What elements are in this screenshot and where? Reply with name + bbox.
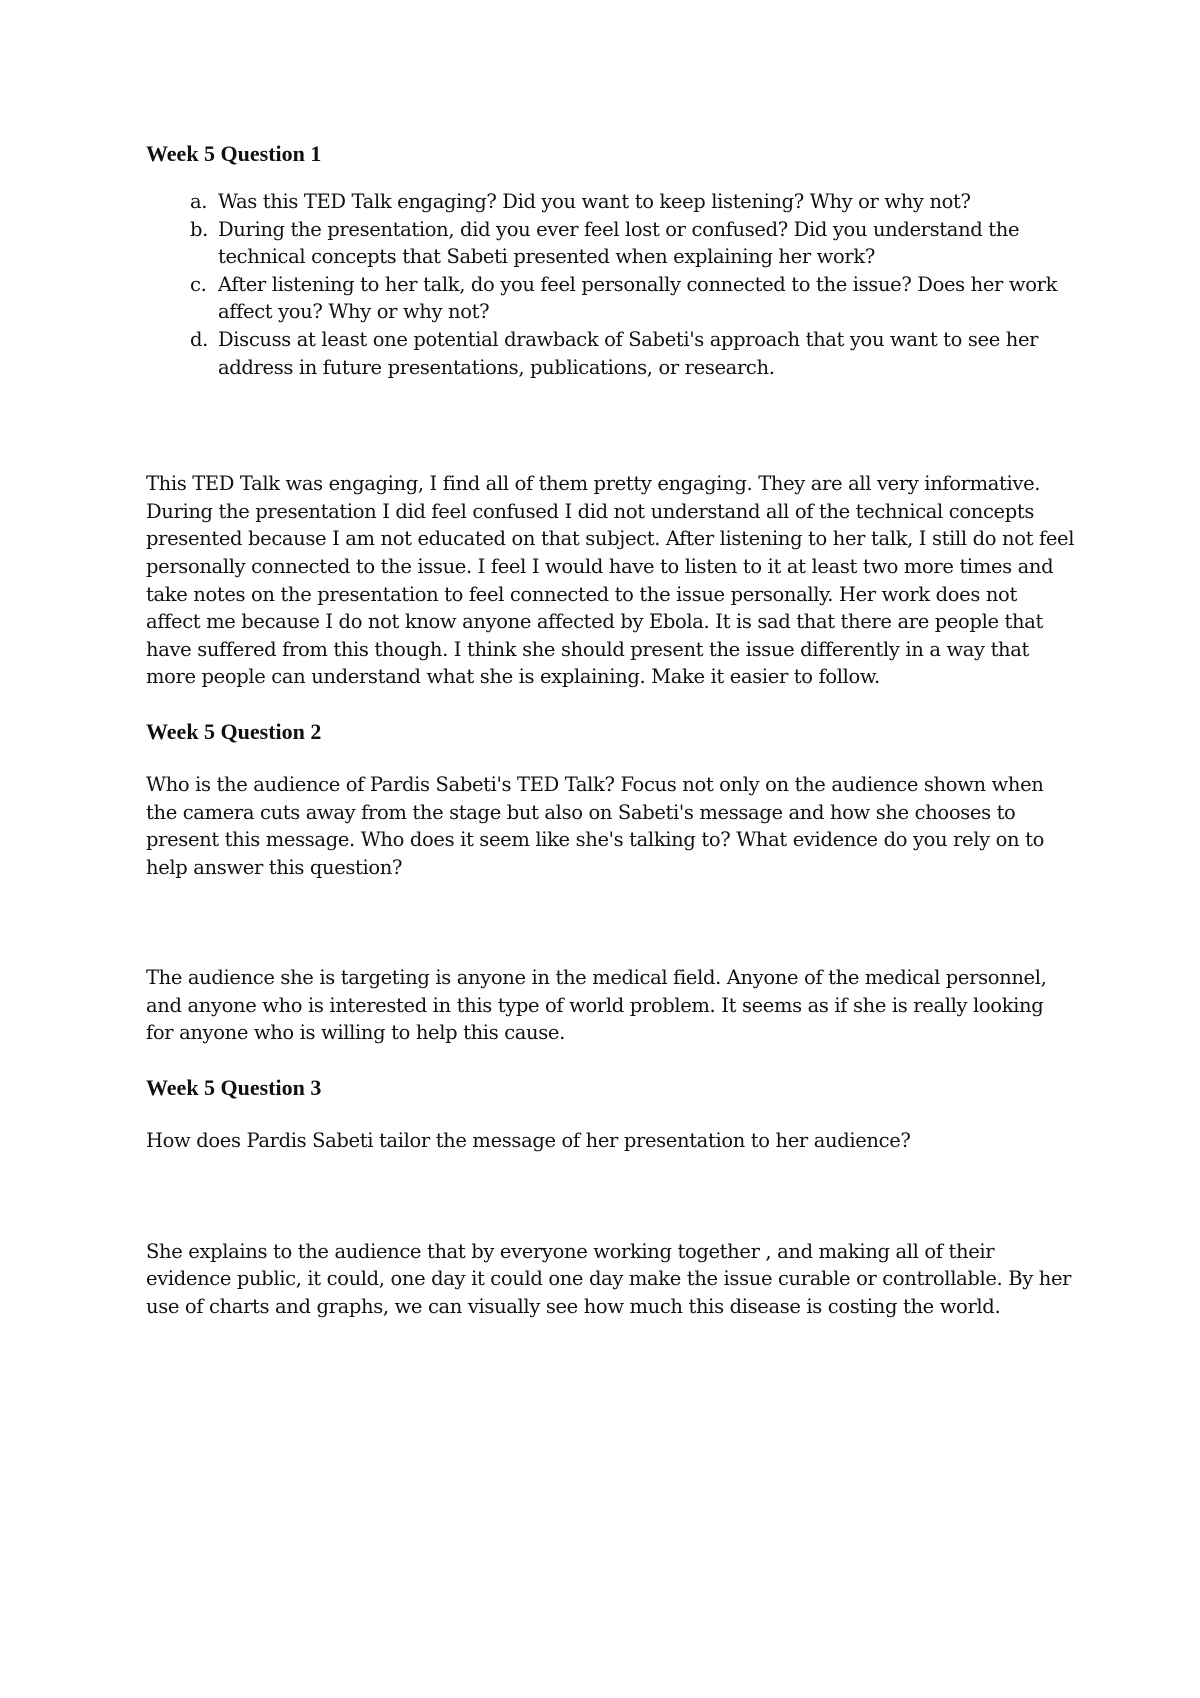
- question-3-heading: Week 5 Question 3: [146, 1075, 322, 1101]
- question-1-heading: Week 5 Question 1: [146, 141, 322, 166]
- list-marker: c.: [190, 272, 207, 296]
- spacer: [146, 1047, 1076, 1074]
- question-1-section: [146, 140, 1076, 691]
- question-3-prompt: How does Pardis Sabeti tailor the message of her presentation to her audience?: [146, 1129, 911, 1153]
- question-2-prompt: Who is the audience of Pardis Sabeti's TED Talk? Focus not only on the audience shown when the camera cuts away from the stage but also on Sabeti's message and how she chooses to present this message. Who does it seem like she's talking to? What evidence do you rely on to help answer this question?: [146, 772, 1044, 879]
- spacer: [146, 746, 1076, 771]
- question-3-answer: She explains to the audience that by everyone working together , and making all of their evidence public, it could, one day it could one day make the issue curable or controllable. By her use of charts and graphs, we can visually see how much this disease is costing the world.: [146, 1239, 1072, 1318]
- question-3-section: [146, 1074, 1076, 1320]
- list-marker: d.: [190, 327, 208, 351]
- list-item-text: After listening to her talk, do you feel personally connected to the issue? Does her work affect you? Why or why not?: [218, 272, 1058, 324]
- question-2-section: [146, 718, 1076, 1047]
- spacer: [146, 1155, 1076, 1238]
- question-1-item-a: [146, 188, 1076, 216]
- question-2-answer: The audience she is targeting is anyone in the medical field. Anyone of the medical personnel, and anyone who is interested in this type of world problem. It seems as if she is really looking for anyone who is willing to help this cause.: [146, 966, 1047, 1045]
- spacer: [146, 881, 1076, 964]
- question-1-item-c: [146, 271, 1076, 326]
- spacer: [146, 381, 1076, 470]
- list-item-text: Was this TED Talk engaging? Did you want to keep listening? Why or why not?: [218, 190, 971, 213]
- list-item-text: Discuss at least one potential drawback of Sabeti's approach that you want to see her address in future presentations, publications, or research.: [218, 327, 1039, 379]
- question-1-answer: This TED Talk was engaging, I find all of them pretty engaging. They are all very informative. During the presentation I did feel confused I did not understand all of the technical concepts presented because I am not educated on that subject. After listening to her talk, I still do not feel personally connected to the issue. I feel I would have to listen to it at least two more times and take notes on the presentation to feel connected to the issue personally. Her work does not affect me because I do not know anyone affected by Ebola. It is sad that there are people that have suffered from this though. I think she should present the issue differently in a way that more people can understand what she is explaining. Make it easier to follow.: [146, 472, 1075, 689]
- spacer: [146, 1102, 1076, 1127]
- question-1-item-b: [146, 216, 1076, 271]
- document-body: [146, 140, 1076, 1320]
- spacer: [146, 691, 1076, 718]
- list-marker: b.: [190, 217, 208, 241]
- list-marker: a.: [190, 190, 208, 213]
- question-2-heading: Week 5 Question 2: [146, 718, 322, 744]
- question-1-list: [146, 188, 1076, 381]
- question-1-item-d: [146, 326, 1076, 381]
- list-item-text: During the presentation, did you ever feel lost or confused? Did you understand the technical concepts that Sabeti presented when explaining her work?: [218, 217, 1020, 269]
